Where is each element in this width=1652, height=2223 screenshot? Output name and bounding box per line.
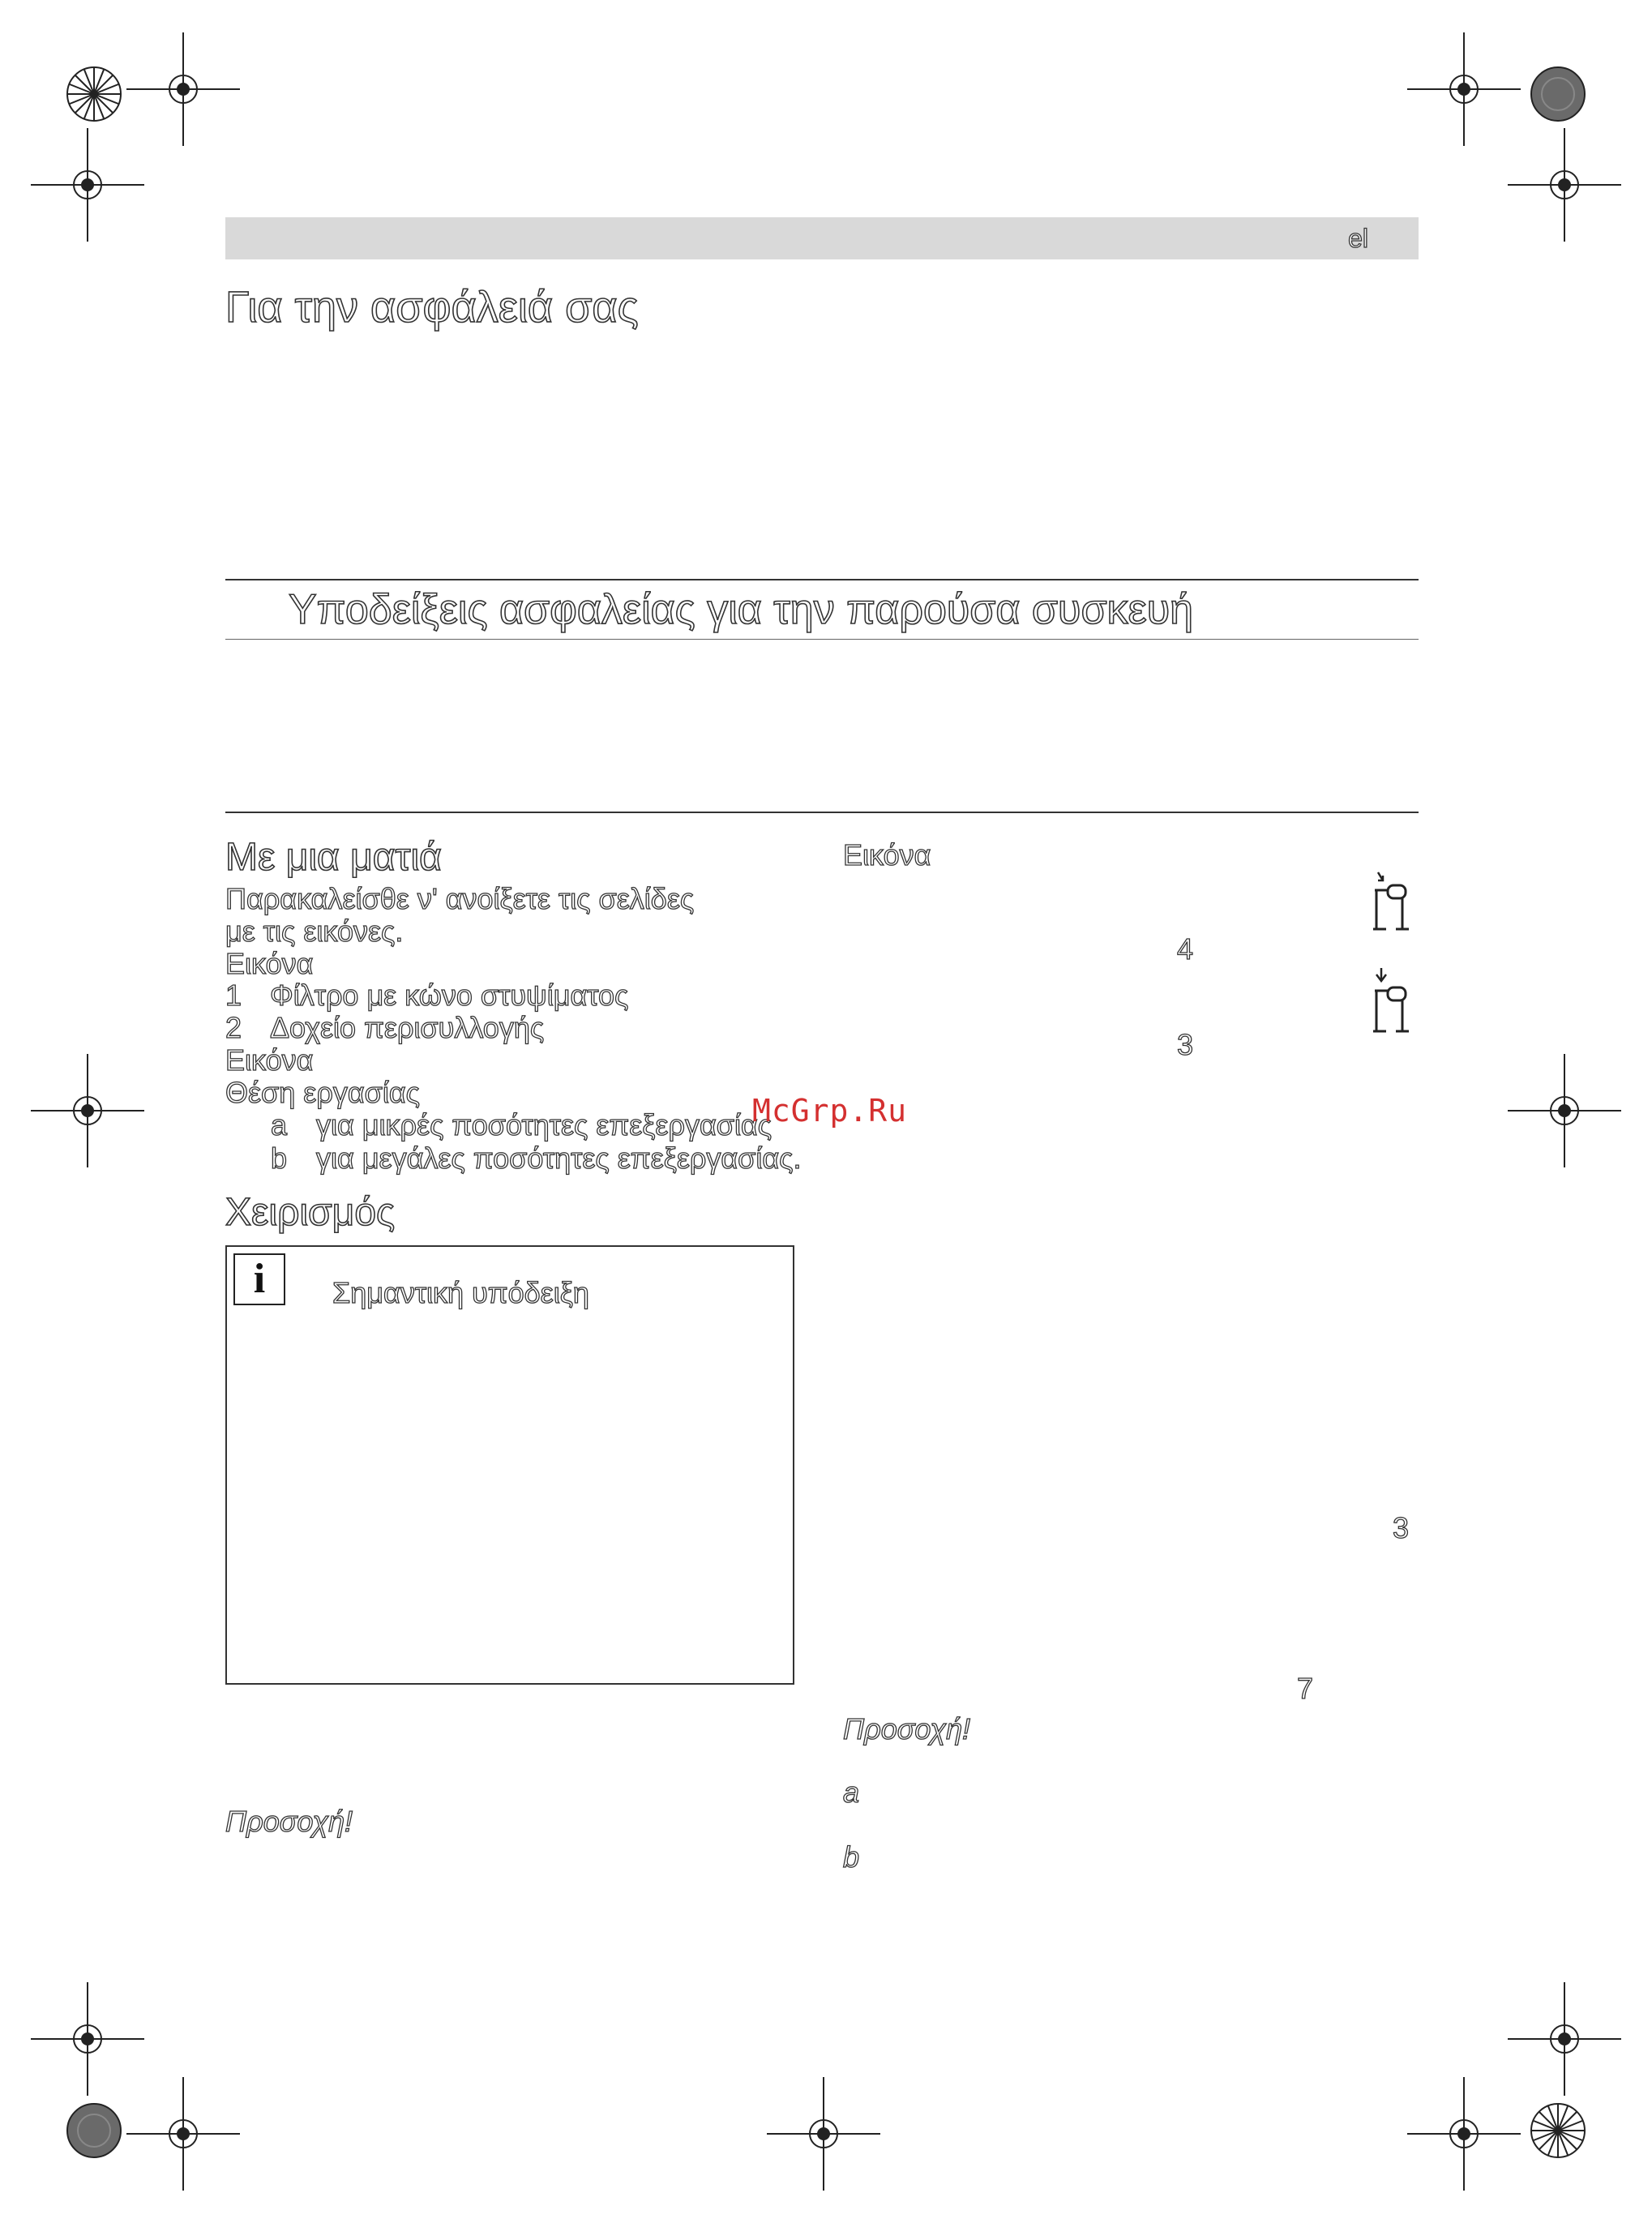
language-code: el: [1348, 224, 1368, 253]
figure-label-1: Εικόνα: [225, 947, 314, 980]
figure-number: 3: [1393, 1511, 1410, 1544]
squeezer-small-icon: [1370, 869, 1419, 934]
section-rule-top: [225, 579, 1419, 580]
important-note-box: [225, 1245, 794, 1685]
list-item-number: 1: [225, 979, 242, 1012]
operation-heading: Χειρισμός: [225, 1191, 396, 1234]
warning-right: Προσοχή!: [843, 1712, 971, 1745]
section-rule-bottom: [225, 639, 1419, 640]
intro-line-2: με τις εικόνες.: [225, 914, 404, 948]
section-heading: Υποδείξεις ασφαλείας για την παρούσα συσκευή: [289, 586, 1194, 633]
figure-label-right: Εικόνα: [843, 838, 931, 872]
position-text: για μικρές ποσότητες επεξεργασίας: [316, 1108, 773, 1141]
info-icon: i: [233, 1253, 285, 1305]
column-rule: [225, 812, 1419, 813]
work-position-label: Θέση εργασίας: [225, 1076, 421, 1109]
figure-number: 7: [1297, 1672, 1314, 1705]
list-item-text: Φίλτρο με κώνο στυψίματος: [270, 979, 629, 1012]
language-bar: [225, 217, 1419, 259]
figure-number: 3: [1177, 1028, 1194, 1061]
option-a: a: [843, 1775, 860, 1809]
list-item-text: Δοχείο περισυλλογής: [270, 1011, 545, 1044]
list-item-number: 2: [225, 1011, 242, 1044]
warning-left: Προσοχή!: [225, 1805, 353, 1838]
position-text: για μεγάλες ποσότητες επεξεργασίας.: [316, 1141, 802, 1175]
figure-label-2: Εικόνα: [225, 1043, 314, 1077]
option-b: b: [843, 1840, 860, 1874]
position-letter: b: [271, 1141, 288, 1175]
figure-number: 4: [1177, 932, 1194, 966]
at-a-glance-heading: Με μια ματιά: [225, 836, 442, 879]
page-title: Για την ασφάλειά σας: [225, 283, 639, 332]
intro-line-1: Παρακαλείσθε ν' ανοίξετε τις σελίδες: [225, 882, 695, 915]
squeezer-large-icon: [1370, 966, 1419, 1034]
watermark: McGrp.Ru: [752, 1093, 908, 1129]
note-title: Σημαντική υπόδειξη: [332, 1276, 589, 1309]
position-letter: a: [271, 1108, 288, 1141]
